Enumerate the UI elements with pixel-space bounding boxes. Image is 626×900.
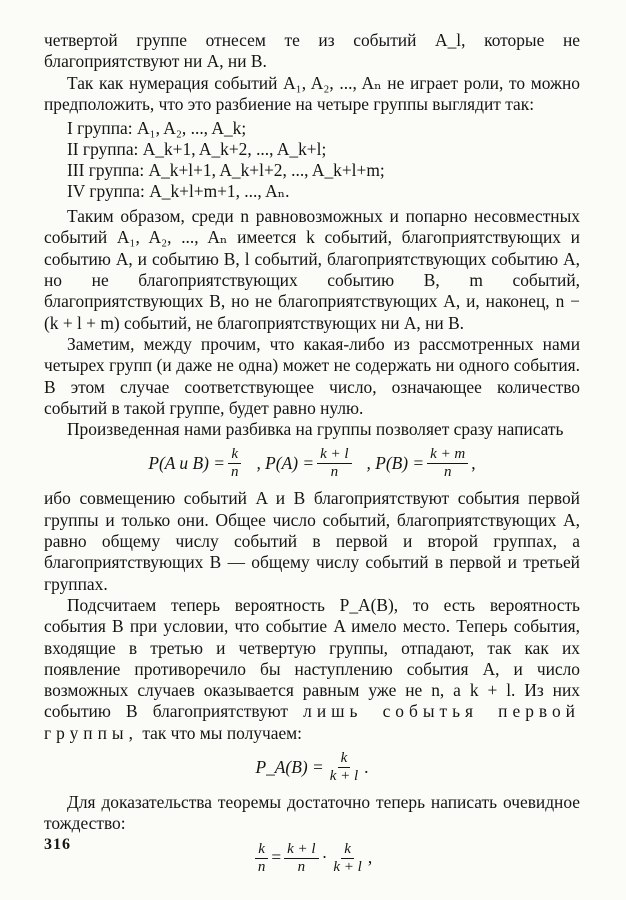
formula1-lhs2: , P(A) = [256, 453, 315, 474]
fraction-k-over-kl: $\frac{k}{k + l}$ [329, 750, 359, 785]
paragraph-8: Для доказательства теоремы достаточно теперь написать очевидное тождество: [44, 792, 580, 834]
fraction-kl-over-n: $\frac{k + l}{n}$ [317, 446, 351, 481]
formula-conditional: P_A(B) = $\frac{k}{k + l}$ . [255, 750, 369, 785]
fraction-k-over-n: $\frac{k}{n}$ [228, 446, 242, 481]
page-number: 316 [44, 836, 71, 853]
paragraph-7: Подсчитаем теперь вероятность P_A(B), то есть вероятность события B при условии, что событие A имело место. Теперь события, входящие в третью и четвертую группы, отпадают, так как их появление противоречило бы наступлению события A, и число возможных случаев оказывается равным уже не n, а k + l. Из них событию B благоприятствуют лишь событья первой группы, так что мы получаем: [44, 594, 580, 743]
group-3: III группа: A_k+l+1, A_k+l+2, ..., A_k+l+m; [67, 160, 385, 181]
paragraph-3: Таким образом, среди n равновозможных и попарно несовместных событий A₁, A₂, ..., Aₙ имеется k событий, благоприятствующих и событию A, и событию B, l событий, благоприятствующих событию A, но не благоприятствующих событию B, m событий, благоприятствующих B, но не благоприятствующих A, и, наконец, n − (k + l + m) событий, не благоприятствующих ни A, ни B. [44, 206, 580, 333]
paragraph-6: ибо совмещению событий A и B благоприятствуют события первой группы и только они. Общее число событий, благоприятствующих A, равно общему числу событий в первой и второй группах, а благоприятствующих B — общему числу событий в первой и третьей группах. [44, 488, 580, 594]
paragraph-5: Произведенная нами разбивка на группы позволяет сразу написать [67, 419, 564, 440]
paragraph-2: Так как нумерация событий A₁, A₂, ..., Aₙ не играет роли, то можно предположить, что это разбиение на четыре группы выглядит так: [44, 72, 580, 114]
group-1: I группа: A₁, A₂, ..., A_k; [67, 118, 247, 139]
group-list [67, 118, 580, 202]
formula-probabilities: P(A и B) = $\frac{k}{n}$ , P(A) = $\frac{k + l}{n}$ , P(B) = $\frac{k + m}{n}$ , [148, 446, 476, 481]
formula1-lhs3: , P(B) = [366, 453, 425, 474]
identity-fraction-2: $\frac{k + l}{n}$ [284, 841, 318, 876]
group-2: II группа: A_k+1, A_k+2, ..., A_k+l; [67, 139, 327, 160]
formula2-lhs: P_A(B) = [255, 756, 324, 777]
formula-identity: $\frac{k}{n}$ = $\frac{k + l}{n}$ · $\frac{k}{k + l}$ , [44, 841, 580, 876]
identity-fraction-1: $\frac{k}{n}$ [255, 841, 269, 876]
fraction-km-over-n: $\frac{k + m}{n}$ [427, 446, 468, 481]
group-4: IV группа: A_k+l+m+1, ..., Aₙ. [67, 181, 290, 202]
identity-fraction-3: $\frac{k}{k + l}$ [333, 840, 362, 875]
formula1-lhs1: P(A и B) = [148, 453, 225, 474]
spaced-emphasis: лишь событья первой группы, [44, 701, 580, 743]
paragraph-1: четвертой группе отнесем те из событий A_l, которые не благоприятствуют ни A, ни B. [44, 30, 580, 72]
paragraph-4: Заметим, между прочим, что какая-либо из рассмотренных нами четырех групп (и даже не одна) может не содержать ни одного события. В этом случае соответствующее число, означающее количество событий в такой группе, будет равно нулю. [44, 333, 580, 418]
